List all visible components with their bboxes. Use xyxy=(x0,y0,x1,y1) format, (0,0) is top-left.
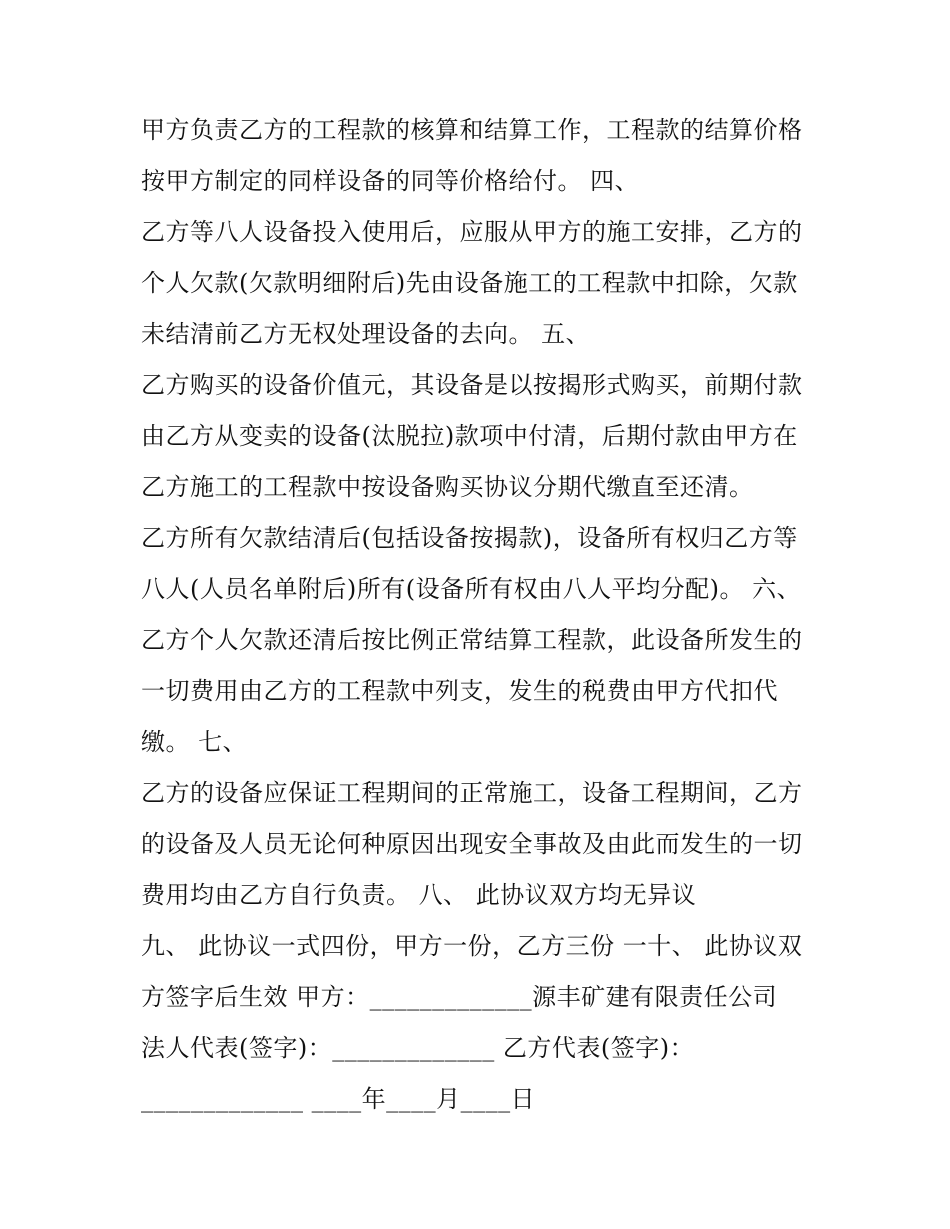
text-line: 个人欠款(欠款明细附后)先由设备施工的工程款中扣除，欠款 xyxy=(141,269,798,297)
signature-line-party-a: 方签字后生效 甲方：_____________源丰矿建有限责任公司 xyxy=(141,983,778,1011)
agreement-text xyxy=(141,105,821,1125)
text-line: 由乙方从变卖的设备(汰脱拉)款项中付清，后期付款由甲方在 xyxy=(141,422,798,450)
text-line: 甲方负责乙方的工程款的核算和结算工作，工程款的结算价格 xyxy=(141,116,803,144)
text-line: 乙方的设备应保证工程期间的正常施工，设备工程期间，乙方 xyxy=(141,779,803,807)
date-line: _____________ ____年____月____日 xyxy=(141,1085,536,1113)
text-line: 乙方施工的工程款中按设备购买协议分期代缴直至还清。 xyxy=(141,473,754,501)
text-line: 乙方所有欠款结清后(包括设备按揭款)，设备所有权归乙方等 xyxy=(141,524,798,552)
text-line: 一切费用由乙方的工程款中列支，发生的税费由甲方代扣代 xyxy=(141,677,778,705)
text-line: 乙方等八人设备投入使用后，应服从甲方的施工安排，乙方的 xyxy=(141,218,803,246)
signature-line-representatives: 法人代表(签字)：_____________ 乙方代表(签字)： xyxy=(141,1034,695,1062)
text-line: 八人(人员名单附后)所有(设备所有权由八人平均分配)。 六、 xyxy=(141,575,802,603)
text-line: 未结清前乙方无权处理设备的去向。 五、 xyxy=(141,320,591,348)
text-line: 缴。 七、 xyxy=(141,728,248,756)
text-line: 的设备及人员无论何种原因出现安全事故及由此而发生的一切 xyxy=(141,830,803,858)
text-line: 按甲方制定的同样设备的同等价格给付。 四、 xyxy=(141,167,640,195)
text-line: 乙方购买的设备价值元，其设备是以按揭形式购买，前期付款 xyxy=(141,371,803,399)
text-line: 乙方个人欠款还清后按比例正常结算工程款，此设备所发生的 xyxy=(141,626,803,654)
text-line: 九、 此协议一式四份，甲方一份，乙方三份 一十、 此协议双 xyxy=(141,932,803,960)
text-line: 费用均由乙方自行负责。 八、 此协议双方均无异议 xyxy=(141,881,697,909)
